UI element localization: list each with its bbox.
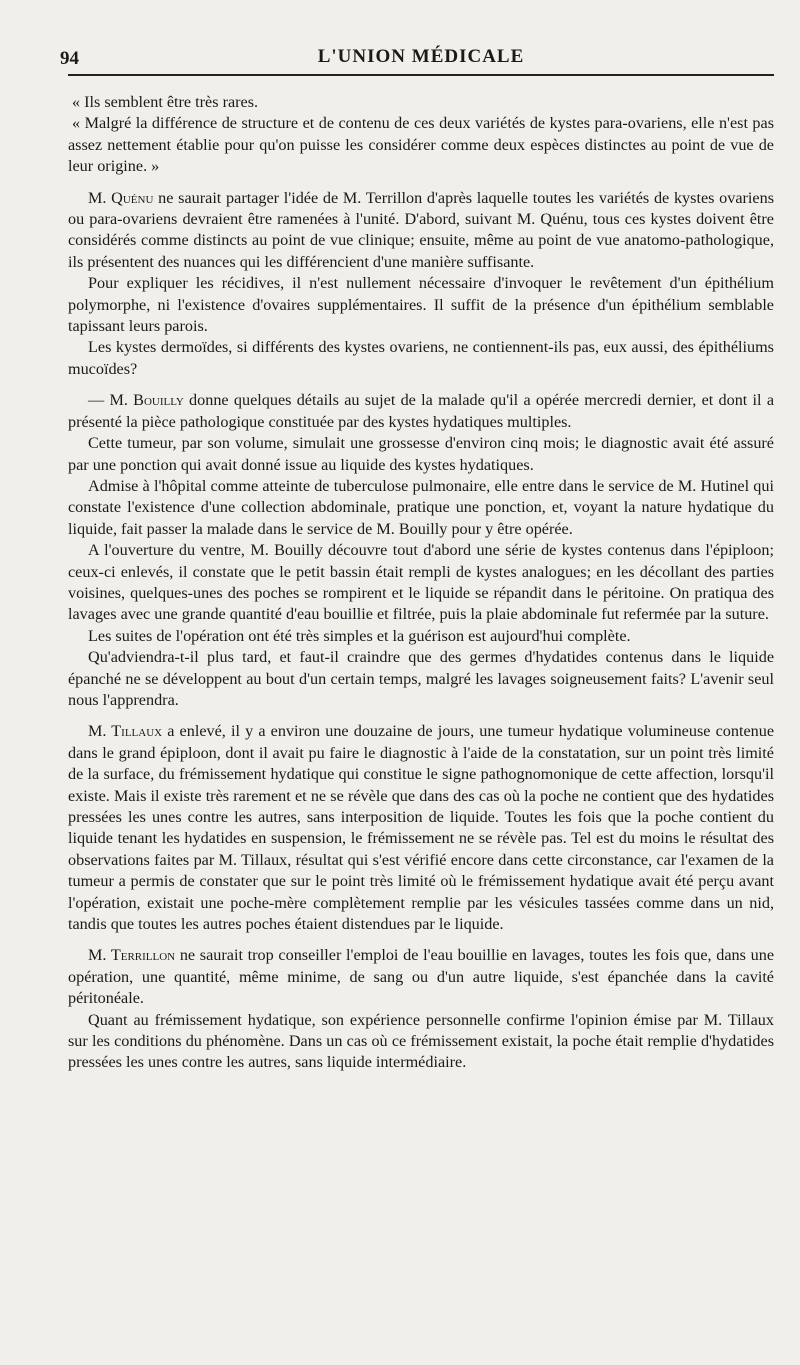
article-body [68,92,774,1074]
journal-title: L'UNION MÉDICALE [317,46,525,67]
paragraph: A l'ouverture du ventre, M. Bouilly découvre tout d'abord une série de kystes contenus dans l'épiploon; ceux-ci enlevés, il constate que le petit bassin était rempli de kystes analogues; en les décollant des parties voisines, quelques-unes des poches se rompirent et le liquide se répandit dans le péritoine. On pratiqua des lavages avec une grande quantité d'eau bouillie et filtrée, puis la plaie abdominale fut refermée par la suture. [68,541,774,624]
paragraph: Admise à l'hôpital comme atteinte de tuberculose pulmonaire, elle entre dans le service de M. Hutinel qui constate l'existence d'une collection abdominale, pratique une ponction, et, voyant la nature hydatique du liquide, fait passer la malade dans le service de M. Bouilly pour y être opérée. [68,476,774,538]
running-header [60,44,774,76]
paragraph: « Malgré la différence de structure et de contenu de ces deux variétés de kystes para-ovariens, elle n'est pas assez nettement établie pour qu'on puisse les considérer comme deux espèces distinctes au point de vue de leur origine. » [68,114,774,176]
paragraph: Pour expliquer les récidives, il n'est nullement nécessaire d'invoquer le revêtement d'un épithélium polymorphe, ni l'existence d'ovaires supplémentaires. Il suffit de la présence d'un épithélium semblable tapissant leurs parois. [68,274,774,336]
speaker-name: M. Bouilly [109,391,184,410]
paragraph: Les suites de l'opération ont été très simples et la guérison est aujourd'hui complète. [88,626,631,645]
paragraph: Quant au frémissement hydatique, son expérience personnelle confirme l'opinion émise par M. Tillaux sur les conditions du phénomène. Dans un cas où ce frémissement existait, la poche était remplie d'hydatides pressées les unes contre les autres, sans liquide intermédiaire. [68,1010,774,1072]
page-number: 94 [60,48,79,69]
speaker-name: M. Terrillon [88,946,176,965]
paragraph: M. Quénu ne saurait partager l'idée de M. Terrillon d'après laquelle toutes les variétés de kystes ovariens ou para-ovariens devraient être ramenées à l'unité. D'abord, suivant M. Quénu, tous ces kystes doivent être considérés comme distincts au point de vue clinique; ensuite, même au point de vue anatomo-pathologique, ils présentent des nuances qui les différencient d'une manière suffisante. [68,188,774,271]
speaker-name: M. Tillaux [88,722,163,741]
paragraph: Qu'adviendra-t-il plus tard, et faut-il craindre que des germes d'hydatides contenus dans le liquide épanché ne se développent au bout d'un certain temps, malgré les lavages soigneusement faits? L'avenir seul nous l'apprendra. [68,648,774,709]
paragraph: M. Tillaux a enlevé, il y a environ une douzaine de jours, une tumeur hydatique volumineuse contenue dans le grand épiploon, dont il avait pu faire le diagnostic à l'aide de la constatation, sur un point très limité de la surface, du frémissement hydatique qui constitue le signe pathognomonique de cette affection, lorsqu'il existe. Mais il existe très rarement et ne se révèle que dans des cas où la poche ne contient que des hydatides pressées les unes contre les autres, sans interposition de liquide. Toutes les fois que la poche contient du liquide tenant les hydatides en suspension, le frémissement ne se révèle pas. Tel est du moins le résultat des observations faites par M. Tillaux, résultat qui s'est vérifié encore dans cette circonstance, car l'examen de la tumeur a permis de constater que sur le point très limité où le frémissement hydatique avait été perçu avant l'opération, existait une poche-mère complètement remplie par les vésicules tassées comme dans un nid, tandis que toutes les autres poches étaient distendues par le liquide. [68,722,775,934]
paragraph: Les kystes dermoïdes, si différents des kystes ovariens, ne contiennent-ils pas, eux aussi, des épithéliums mucoïdes? [68,338,774,378]
paragraph: « Ils semblent être très rares. [72,93,259,111]
paragraph: M. Terrillon ne saurait trop conseiller l'emploi de l'eau bouillie en lavages, toutes les fois que, dans une opération, une quantité, même minime, de sang ou d'un autre liquide, s'est épanchée dans la cavité péritonéale. [68,946,774,1008]
paragraph: Cette tumeur, par son volume, simulait une grossesse d'environ cinq mois; le diagnostic avait été assuré par une ponction qui avait donné issue au liquide des kystes hydatiques. [68,434,774,474]
paragraph: — M. Bouilly donne quelques détails au sujet de la malade qu'il a opérée mercredi dernier, et dont il a présenté la pièce pathologique constituée par des kystes hydatiques multiples. [68,391,774,431]
speaker-name: M. Quénu [88,188,154,207]
